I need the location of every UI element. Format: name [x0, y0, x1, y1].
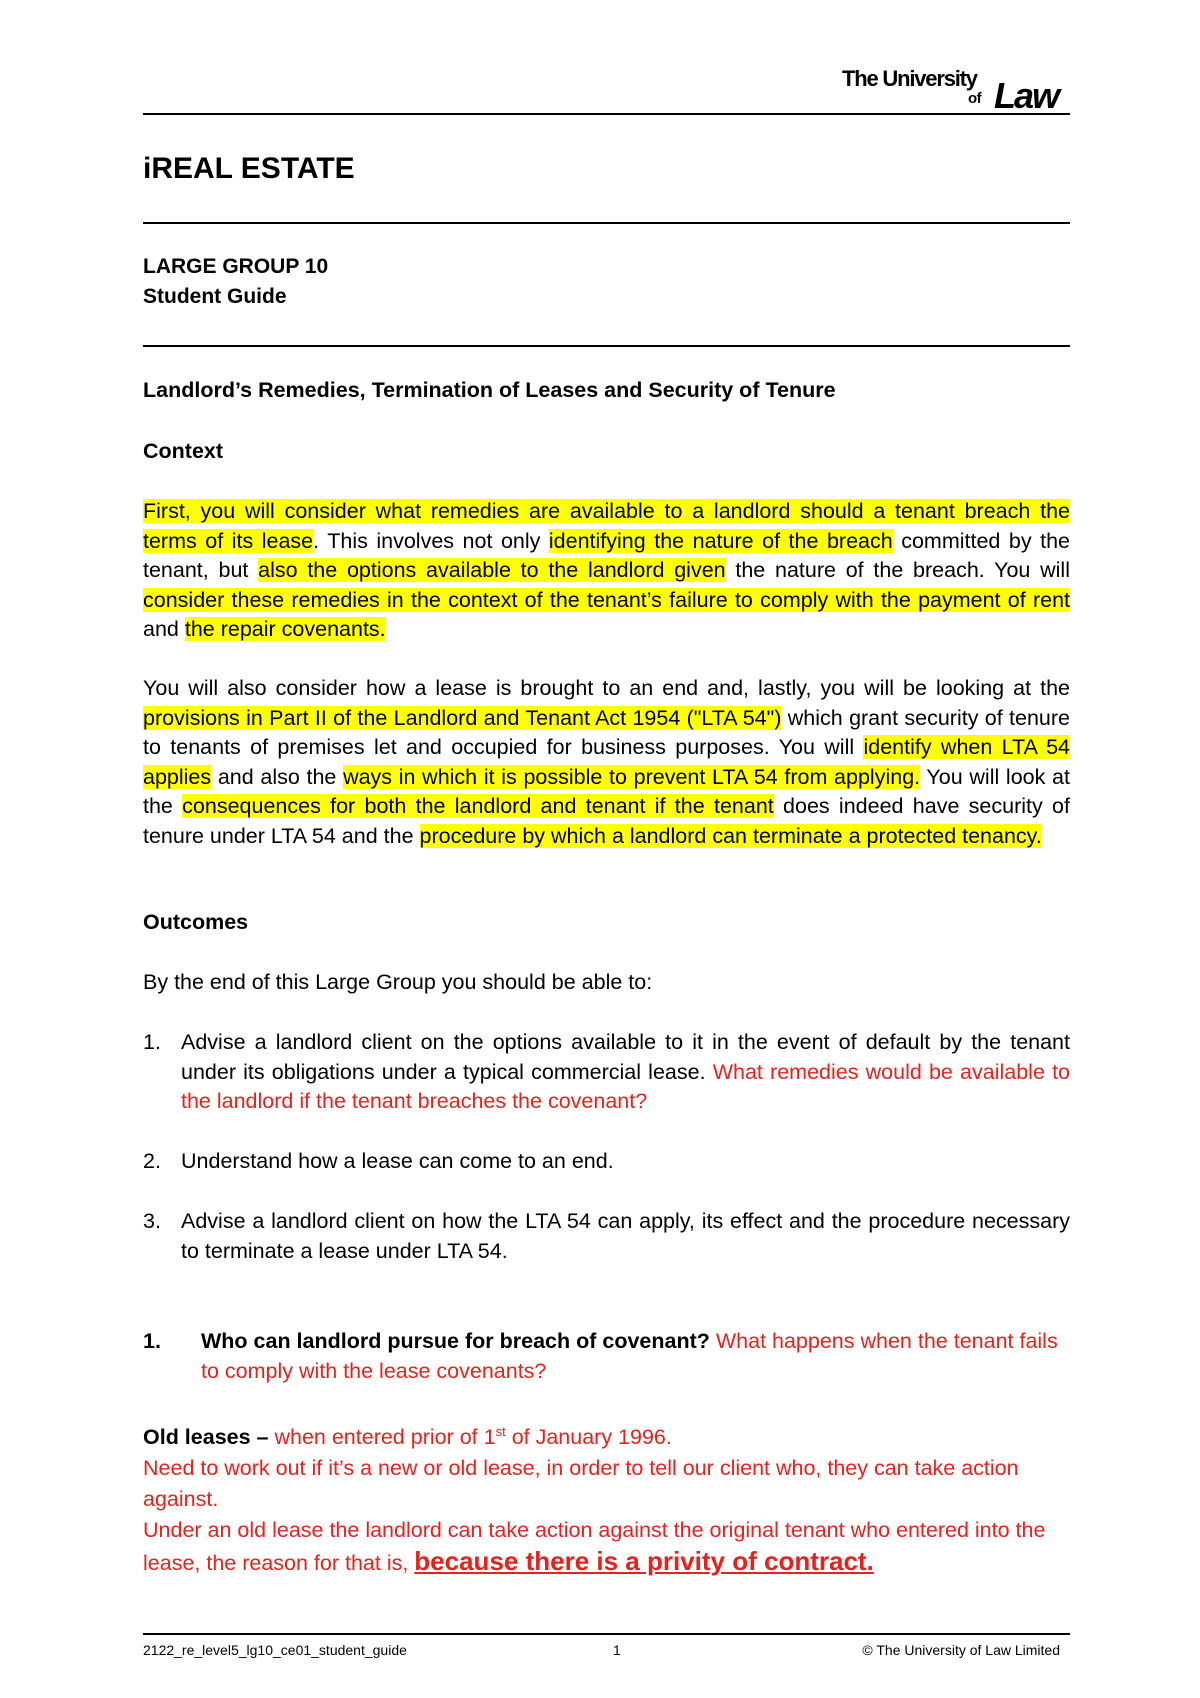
guide-label: Student Guide — [143, 285, 287, 308]
paragraph-text: committed by the tenant, but — [143, 528, 1071, 582]
highlighted-text: ways in which it is possible to prevent LTA 54 from applying. — [343, 764, 921, 789]
footer-page-number: 1 — [613, 1642, 621, 1658]
header-rule — [143, 113, 1070, 115]
paragraph-text: and also the — [211, 764, 344, 789]
section-annotation: What happens when the tenant fails to comply with the lease covenants? — [201, 1329, 1058, 1383]
highlighted-text: also the options available to the landlord given — [258, 558, 726, 582]
section-number: 1. — [143, 1329, 161, 1353]
context-paragraph-2 — [143, 674, 1070, 851]
logo-line-1: The University — [842, 66, 977, 91]
paragraph-text: You will look at the — [143, 764, 1070, 818]
footer-filename: 2122_re_level5_lg10_ce01_student_guide — [143, 1642, 407, 1658]
highlighted-text: First, you will consider what remedies are available to a landlord should a tenant breach the terms of its lease — [143, 499, 1070, 553]
outcome-annotation: What remedies would be available to the landlord if the tenant breaches the covenant? — [181, 1059, 1070, 1113]
title-rule — [143, 222, 1070, 224]
highlighted-text: procedure by which a landlord can terminate a protected tenancy. — [419, 823, 1042, 848]
guide-rule — [143, 345, 1070, 347]
outcome-number: 2. — [143, 1149, 161, 1173]
outcomes-intro: By the end of this Large Group you should be able to: — [143, 970, 653, 994]
paragraph-text: does indeed have security of tenure under LTA 54 and the — [143, 794, 1070, 848]
context-heading: Context — [143, 439, 224, 463]
outcome-text: Advise a landlord client on the options available to it in the event of default by the tenant under its obligations under a typical commercial lease. — [181, 1030, 1070, 1084]
page-title: iREAL ESTATE — [143, 152, 355, 185]
footer-copyright: © The University of Law Limited — [862, 1642, 1060, 1658]
outcome-number: 3. — [143, 1209, 161, 1233]
old-leases-label: Old leases – — [143, 1425, 269, 1450]
outcome-number: 1. — [143, 1030, 161, 1054]
group-label: LARGE GROUP 10 — [143, 255, 329, 278]
paragraph-text: which grant security of tenure to tenants of premises let and occupied for business purposes. You will — [143, 705, 1070, 759]
context-paragraph-1 — [143, 497, 1070, 645]
highlighted-text: identifying the nature of the breach — [548, 528, 893, 553]
highlighted-text: identify when LTA 54 applies — [143, 735, 1070, 789]
outcome-text: Understand how a lease can come to an end. — [181, 1149, 614, 1173]
university-of-law-logo — [842, 64, 1072, 114]
topic-heading: Landlord’s Remedies, Termination of Leases and Security of Tenure — [143, 378, 836, 402]
logo-line-2: of — [968, 90, 982, 107]
privity-emphasis: because there is a privity of contract. — [414, 1546, 874, 1577]
highlighted-text: the repair covenants. — [184, 617, 386, 641]
highlighted-text: consider these remedies in the context of the tenant’s failure to comply with the payment of rent — [143, 587, 1070, 612]
old-leases-line-2: Need to work out if it’s a new or old lease, in order to tell our client who, they can take action against. — [143, 1456, 1019, 1512]
outcome-text: Advise a landlord client on how the LTA 54 can apply, its effect and the procedure necessary to terminate a lease under LTA 54. — [181, 1209, 1070, 1263]
paragraph-text: . This involves not only — [313, 528, 549, 553]
logo-line-3: Law — [994, 75, 1059, 116]
outcomes-heading: Outcomes — [143, 910, 249, 934]
paragraph-text: and — [143, 617, 185, 641]
old-leases-notes — [143, 1416, 1070, 1579]
paragraph-text: the nature of the breach. You will — [725, 558, 1070, 582]
highlighted-text: provisions in Part II of the Landlord and Tenant Act 1954 ("LTA 54") — [143, 705, 782, 730]
paragraph-text: You will also consider how a lease is brought to an end and, lastly, you will be looking at the — [143, 676, 1070, 700]
old-leases-date-b: of January 1996. — [505, 1425, 672, 1450]
old-leases-line-3: Under an old lease the landlord can take action against the original tenant who entered into the lease, the reason for that is, — [143, 1518, 1046, 1576]
section-question: Who can landlord pursue for breach of covenant? — [201, 1329, 710, 1353]
old-leases-date-sup: st — [495, 1424, 506, 1439]
old-leases-date-a: when entered prior of 1 — [268, 1425, 496, 1450]
highlighted-text: consequences for both the landlord and tenant if the tenant — [182, 794, 774, 818]
footer-rule — [143, 1633, 1070, 1635]
